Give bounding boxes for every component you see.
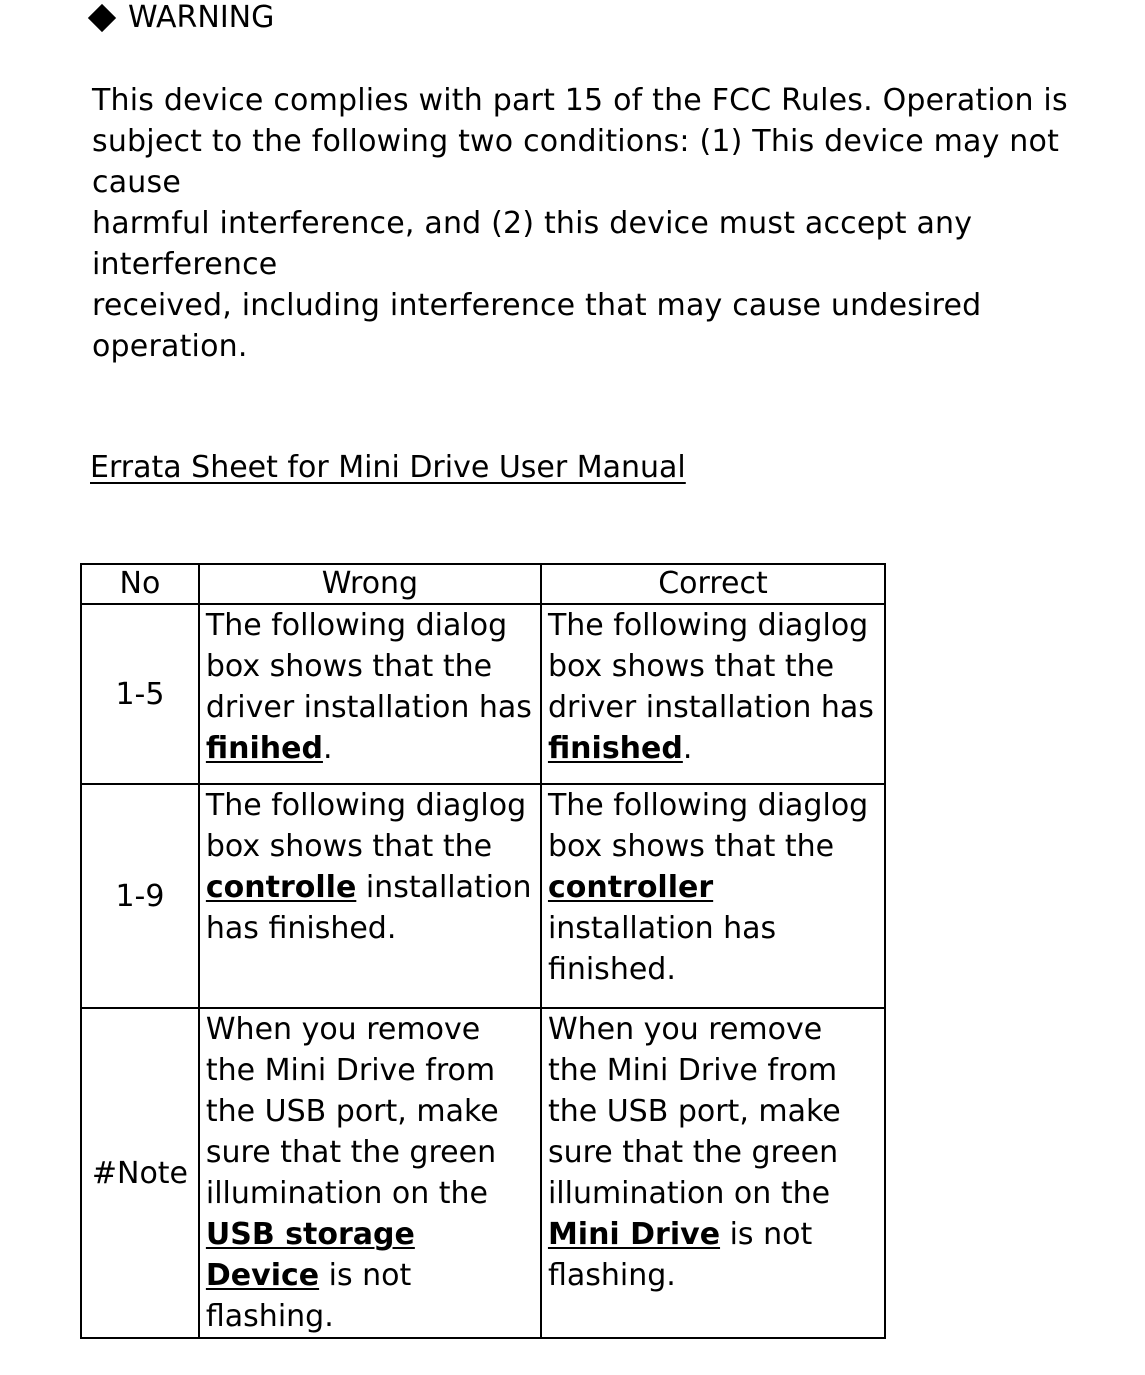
wrong-cell	[199, 784, 541, 1008]
column-header-correct: Correct	[541, 564, 885, 604]
correct-text-after: installation has finished.	[547, 911, 777, 987]
correct-text-after: is not flashing.	[547, 1217, 813, 1293]
row-number: 1-5	[81, 604, 199, 784]
diamond-bullet-icon	[88, 4, 116, 32]
wrong-text-before: The following diaglog box shows that the	[205, 788, 527, 864]
table-row	[81, 604, 885, 784]
wrong-cell	[199, 604, 541, 784]
table-row	[81, 784, 885, 1008]
wrong-cell	[199, 1008, 541, 1338]
wrong-text-before: When you remove the Mini Drive from the USB port, make sure that the green illumination on the	[205, 1012, 499, 1211]
wrong-highlight: USB storage Device	[205, 1217, 415, 1293]
correct-text-before: The following diaglog box shows that the	[547, 788, 869, 864]
correct-cell	[541, 604, 885, 784]
correct-highlight: finished	[547, 731, 683, 766]
wrong-text-before: The following dialog box shows that the driver installation has	[205, 608, 532, 725]
warning-heading-text: WARNING	[128, 0, 275, 35]
wrong-highlight: controlle	[205, 870, 357, 905]
correct-text-before: The following diaglog box shows that the driver installation has	[547, 608, 874, 725]
correct-cell	[541, 784, 885, 1008]
correct-text-before: When you remove the Mini Drive from the USB port, make sure that the green illumination on the	[547, 1012, 841, 1211]
table-row	[81, 1008, 885, 1338]
row-number: 1-9	[81, 784, 199, 1008]
correct-cell	[541, 1008, 885, 1338]
correct-highlight: controller	[547, 870, 714, 905]
column-header-no: No	[81, 564, 199, 604]
fcc-warning-text: This device complies with part 15 of the FCC Rules. Operation is subject to the following two conditions: (1) This device may not cause harmful interference, and (2) this device must accept any interference received, including interference that may cause undesired operation.	[92, 83, 1068, 364]
errata-table	[80, 563, 886, 1339]
warning-heading	[92, 0, 274, 36]
table-header-row	[81, 564, 885, 604]
wrong-highlight: finihed	[205, 731, 323, 766]
correct-highlight: Mini Drive	[547, 1217, 721, 1252]
wrong-text-after: installation has finished.	[205, 870, 532, 946]
wrong-text-after: .	[322, 731, 333, 766]
column-header-wrong: Wrong	[199, 564, 541, 604]
row-number: #Note	[81, 1008, 199, 1338]
correct-text-after: .	[682, 731, 693, 766]
errata-title: Errata Sheet for Mini Drive User Manual	[90, 450, 686, 485]
wrong-text-after: is not flashing.	[205, 1258, 412, 1334]
